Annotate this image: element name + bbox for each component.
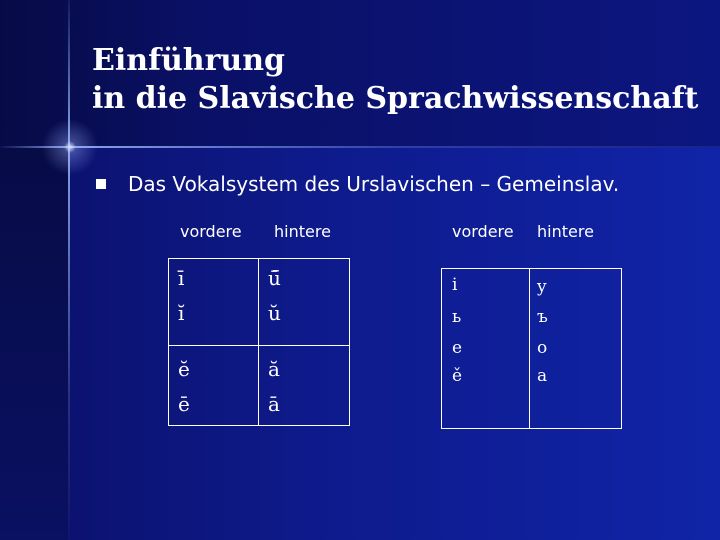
bullet-text: Das Vokalsystem des Urslavischen – Gemeinslav. bbox=[128, 172, 620, 196]
left-table-border bbox=[168, 258, 350, 426]
right-table-header-back: hintere bbox=[537, 222, 594, 241]
bullet-item bbox=[96, 172, 696, 196]
left-table-cell: ŭ bbox=[268, 301, 281, 325]
square-bullet-icon bbox=[96, 179, 106, 189]
right-table-border bbox=[441, 268, 622, 429]
decorative-vertical-line bbox=[68, 0, 70, 540]
left-table-cell: ā bbox=[268, 392, 280, 416]
right-table-cell: ъ bbox=[537, 307, 548, 327]
left-table-column-divider bbox=[258, 258, 259, 425]
decorative-light-flare bbox=[40, 117, 100, 177]
right-table-header-front: vordere bbox=[452, 222, 514, 241]
left-table-cell: ĕ bbox=[178, 357, 190, 381]
left-table-row-divider bbox=[168, 345, 349, 346]
left-table-cell: ă bbox=[268, 357, 280, 381]
decorative-horizontal-line bbox=[0, 146, 720, 148]
right-table-column-divider bbox=[529, 268, 530, 428]
left-table-cell: ĭ bbox=[178, 301, 185, 325]
left-table-cell: ī bbox=[178, 266, 185, 290]
right-table-cell: ě bbox=[452, 366, 463, 386]
left-table-cell: ē bbox=[178, 392, 190, 416]
right-table-cell: i bbox=[452, 275, 458, 295]
right-table-cell: y bbox=[537, 277, 547, 297]
right-table-cell: o bbox=[537, 338, 548, 358]
left-table-header-back: hintere bbox=[274, 222, 331, 241]
right-table-cell: a bbox=[537, 366, 548, 386]
left-table-header-front: vordere bbox=[180, 222, 242, 241]
right-table-cell: ь bbox=[452, 307, 462, 327]
slide-title-line-2: in die Slavische Sprachwissenschaft bbox=[92, 81, 699, 116]
slide-title-line-1: Einführung bbox=[92, 43, 286, 78]
right-table-cell: e bbox=[452, 338, 463, 358]
left-table-cell: ū̄ bbox=[268, 266, 281, 290]
slide-title bbox=[92, 42, 702, 118]
